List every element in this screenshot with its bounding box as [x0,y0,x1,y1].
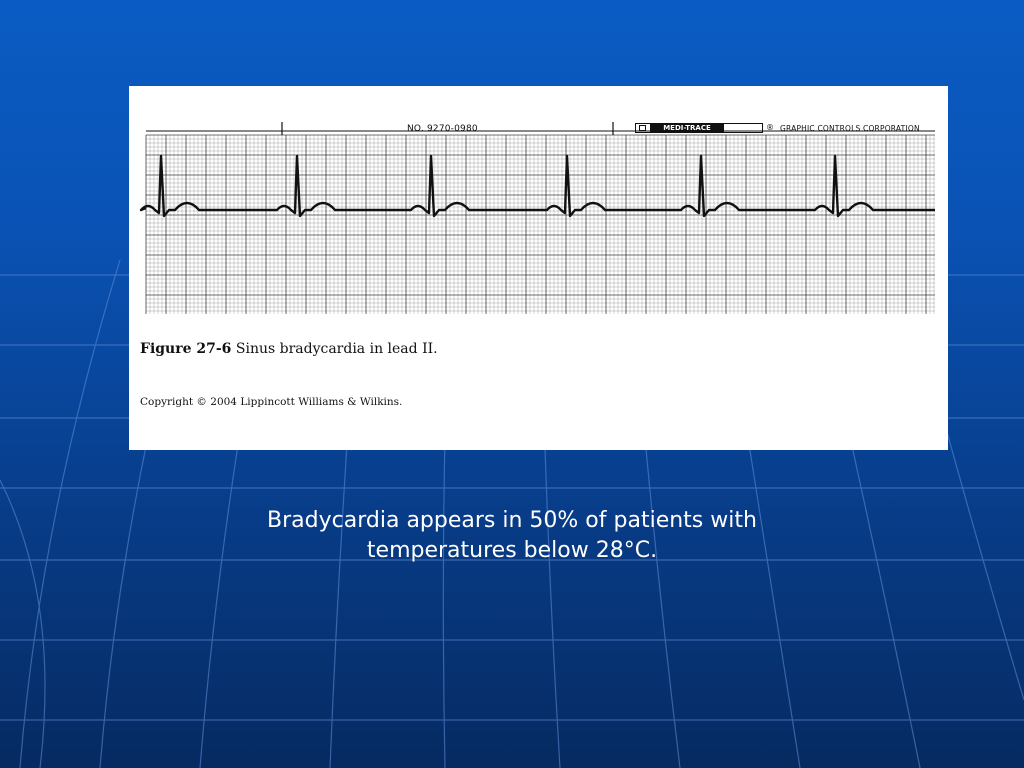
figure-caption [140,341,438,357]
slide-body-line-1: Bradycardia appears in 50% of patients with [267,508,757,533]
slide-body-line-2: temperatures below 28°C. [366,538,658,563]
brand-name: MEDI-TRACE [650,124,724,132]
brand-company: GRAPHIC CONTROLS CORPORATION [780,124,920,133]
strip-number: NO. 9270-0980 [407,124,478,134]
slide-body-text [112,506,912,566]
brand-logo-icon [639,125,646,131]
caption-text: Sinus bradycardia in lead II. [235,341,438,357]
caption-label: Figure 27-6 [140,341,232,357]
copyright-line: Copyright © 2004 Lippincott Williams & Wilkins. [140,396,403,408]
ecg-strip [129,86,948,326]
ecg-figure-image [129,86,948,450]
registered-mark: ® [766,123,775,132]
brand-label [635,123,763,133]
